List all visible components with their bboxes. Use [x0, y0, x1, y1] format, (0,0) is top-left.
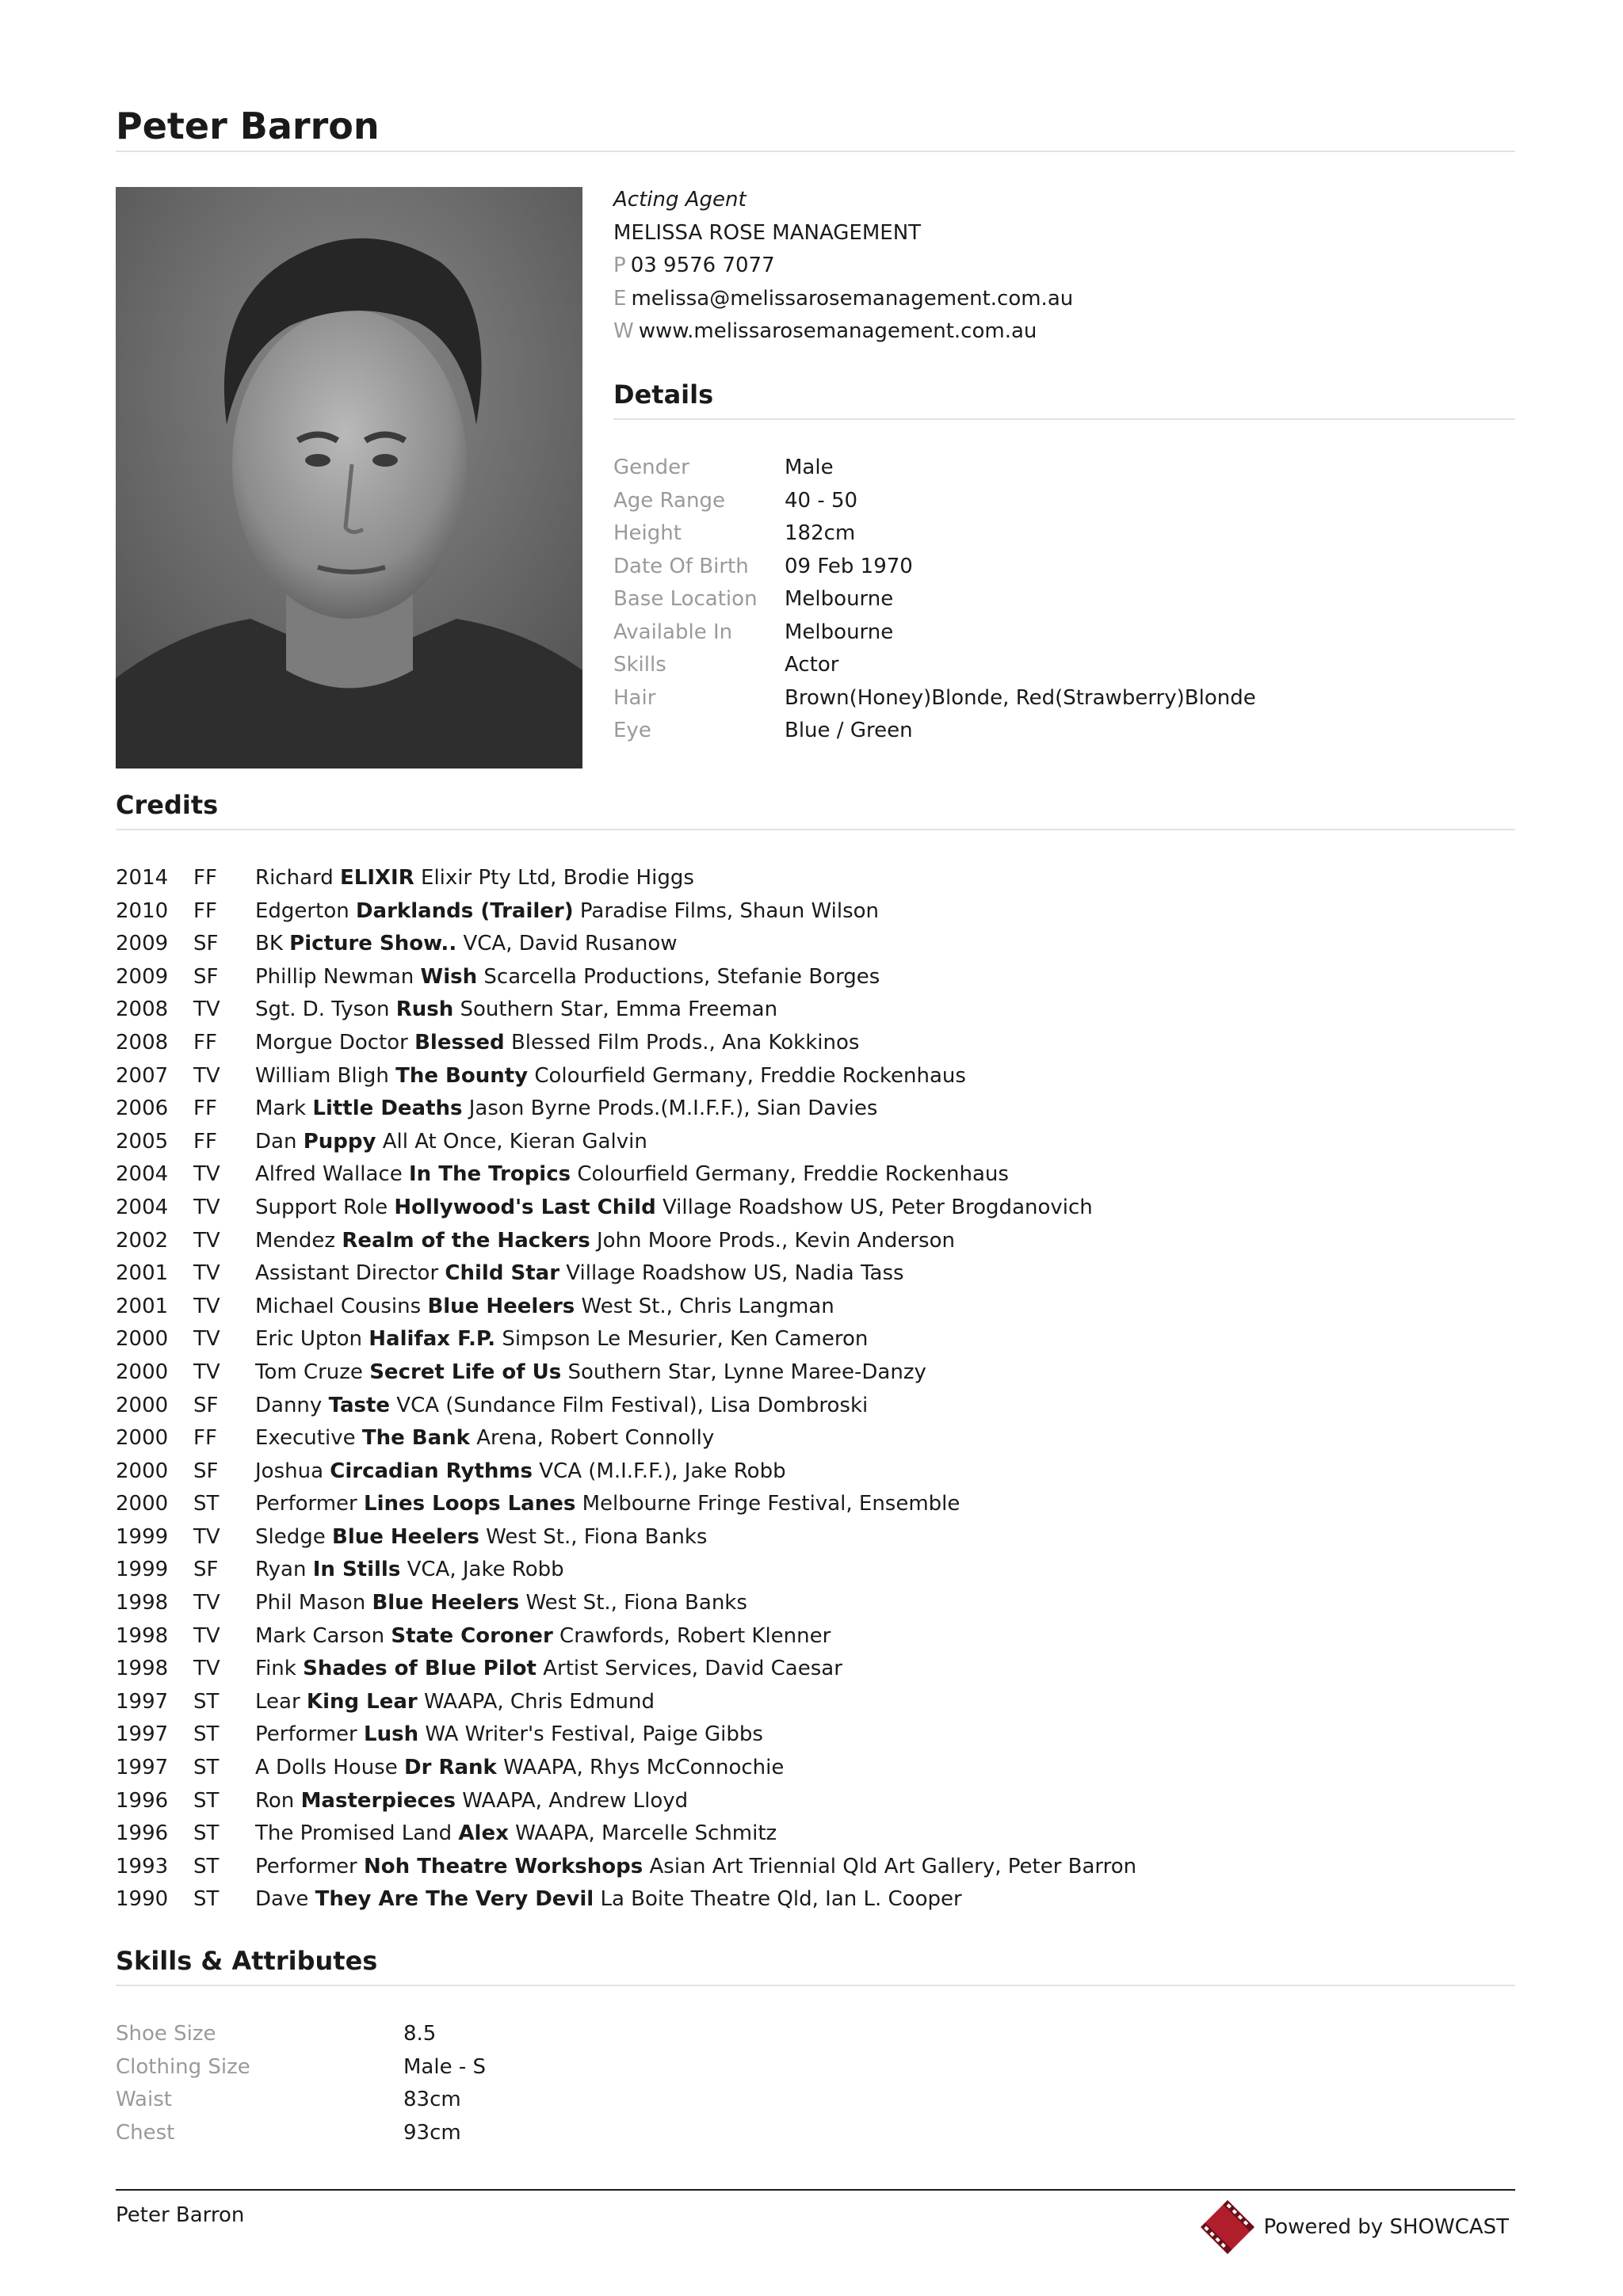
credit-year: 1997	[116, 1756, 169, 1780]
credit-year: 1997	[116, 1689, 169, 1714]
credit-role: Tom Cruze	[255, 1360, 363, 1384]
credit-row	[116, 1620, 1136, 1653]
credit-info: Melbourne Fringe Festival, Ensemble	[582, 1492, 960, 1516]
agent-phone[interactable]: 03 9576 7077	[630, 254, 775, 277]
detail-row: Hair Brown(Honey)Blonde, Red(Strawberry)Blonde	[613, 685, 1256, 710]
credit-info: John Moore Prods., Kevin Anderson	[596, 1228, 955, 1253]
credit-title: Blue Heelers	[332, 1524, 479, 1549]
credit-info: Asian Art Triennial Qld Art Gallery, Peter Barron	[649, 1854, 1137, 1878]
credit-role: Sledge	[255, 1524, 326, 1549]
credit-year: 1996	[116, 1788, 169, 1813]
credit-role: Mendez	[255, 1228, 336, 1253]
credit-type: TV	[193, 1294, 220, 1318]
credit-year: 2000	[116, 1492, 169, 1516]
email-prefix: E	[613, 286, 627, 311]
credit-type: ST	[193, 1722, 220, 1747]
credit-role: Morgue Doctor	[255, 1030, 408, 1055]
credit-role: Executive	[255, 1426, 356, 1451]
credit-info: Arena, Robert Connolly	[476, 1426, 715, 1451]
credit-year: 2000	[116, 1459, 169, 1483]
credit-info: VCA (M.I.F.F.), Jake Robb	[539, 1459, 786, 1483]
credit-row	[116, 1554, 1136, 1587]
agent-role: Acting Agent	[613, 188, 747, 212]
credit-info: Village Roadshow US, Peter Brogdanovich	[662, 1195, 1093, 1219]
credit-row	[116, 1356, 1136, 1390]
credit-row	[116, 1883, 1136, 1917]
credit-info: Scarcella Productions, Stefanie Borges	[483, 964, 880, 989]
profile-page	[116, 0, 1515, 2296]
phone-prefix: P	[613, 254, 626, 277]
credit-year: 2002	[116, 1228, 169, 1253]
credit-type: FF	[193, 1030, 217, 1055]
credit-year: 1999	[116, 1524, 169, 1549]
credit-year: 2008	[116, 997, 169, 1022]
credits-heading: Credits	[116, 790, 219, 820]
credit-role: Ryan	[255, 1558, 307, 1582]
credit-role: Assistant Director	[255, 1261, 439, 1286]
credit-role: The Promised Land	[255, 1821, 453, 1846]
credit-row	[116, 1653, 1136, 1686]
credit-info: Artist Services, David Caesar	[543, 1657, 842, 1681]
attribute-row: Shoe Size 8.5	[116, 2022, 437, 2046]
credit-year: 2007	[116, 1063, 169, 1088]
credit-title: Rush	[395, 997, 454, 1022]
credit-type: FF	[193, 898, 217, 923]
credit-title: Noh Theatre Workshops	[364, 1854, 643, 1878]
credit-type: TV	[193, 997, 220, 1022]
credit-title: In The Tropics	[408, 1162, 571, 1187]
detail-row: Age Range 40 - 50	[613, 488, 858, 513]
credit-role: Support Role	[255, 1195, 388, 1219]
credit-role: Sgt. D. Tyson	[255, 997, 390, 1022]
credit-title: Little Deaths	[312, 1097, 463, 1121]
credit-year: 2000	[116, 1426, 169, 1451]
credit-type: ST	[193, 1788, 220, 1813]
credit-type: ST	[193, 1492, 220, 1516]
credit-year: 2009	[116, 964, 169, 989]
showcast-logo-icon	[1198, 2198, 1257, 2256]
credit-type: ST	[193, 1854, 220, 1878]
credit-title: In Stills	[312, 1558, 401, 1582]
agent-phone-row	[613, 250, 1073, 283]
credit-info: Colourfield Germany, Freddie Rockenhaus	[577, 1162, 1009, 1187]
credit-row	[116, 1158, 1136, 1192]
credit-row	[116, 994, 1136, 1027]
credit-type: SF	[193, 1558, 219, 1582]
credit-role: Dan	[255, 1129, 297, 1154]
credit-role: Danny	[255, 1393, 323, 1417]
credit-type: TV	[193, 1591, 220, 1615]
credit-row	[116, 1093, 1136, 1126]
credit-type: TV	[193, 1195, 220, 1219]
credit-role: Joshua	[255, 1459, 324, 1483]
headshot-photo	[116, 187, 582, 769]
credit-type: FF	[193, 1426, 217, 1451]
attribute-row: Chest 93cm	[116, 2120, 461, 2145]
credit-title: Alex	[458, 1821, 509, 1846]
credit-title: The Bank	[361, 1426, 470, 1451]
powered-by[interactable]	[1198, 2199, 1509, 2255]
credit-info: Southern Star, Emma Freeman	[460, 997, 778, 1022]
credit-year: 1998	[116, 1591, 169, 1615]
credit-year: 2004	[116, 1195, 169, 1219]
credit-role: Performer	[255, 1492, 357, 1516]
credit-role: Dave	[255, 1887, 309, 1912]
credit-title: Lines Loops Lanes	[364, 1492, 576, 1516]
credit-info: WAAPA, Rhys McConnochie	[503, 1756, 785, 1780]
credit-year: 2008	[116, 1030, 169, 1055]
credit-title: Realm of the Hackers	[342, 1228, 590, 1253]
credit-year: 2004	[116, 1162, 169, 1187]
credit-info: All At Once, Kieran Galvin	[382, 1129, 647, 1154]
attribute-row: Clothing Size Male - S	[116, 2054, 486, 2079]
credit-title: Darklands (Trailer)	[355, 898, 574, 923]
credit-info: WAAPA, Andrew Lloyd	[462, 1788, 689, 1813]
credit-year: 1999	[116, 1558, 169, 1582]
credit-row	[116, 1323, 1136, 1356]
detail-row: Available In Melbourne	[613, 620, 894, 644]
credit-year: 2005	[116, 1129, 169, 1154]
credit-title: Wish	[420, 964, 478, 989]
credit-title: ELIXIR	[340, 866, 414, 890]
agent-company: MELISSA ROSE MANAGEMENT	[613, 220, 922, 245]
credit-title: Hollywood's Last Child	[394, 1195, 656, 1219]
credit-type: SF	[193, 1393, 219, 1417]
credit-info: VCA (Sundance Film Festival), Lisa Dombroski	[396, 1393, 869, 1417]
credit-title: Blessed	[414, 1030, 505, 1055]
credit-row	[116, 1455, 1136, 1489]
agent-email-link[interactable]: melissa@melissarosemanagement.com.au	[631, 286, 1074, 311]
credit-year: 1990	[116, 1887, 169, 1912]
credit-title: Puppy	[303, 1129, 376, 1154]
web-prefix: W	[613, 319, 634, 343]
credit-type: TV	[193, 1327, 220, 1352]
credit-row	[116, 1851, 1136, 1884]
agent-email-row	[613, 283, 1073, 316]
credit-type: ST	[193, 1689, 220, 1714]
credit-row	[116, 1192, 1136, 1225]
credit-type: TV	[193, 1228, 220, 1253]
credit-role: Fink	[255, 1657, 296, 1681]
credit-info: Southern Star, Lynne Maree-Danzy	[567, 1360, 926, 1384]
credit-year: 2006	[116, 1097, 169, 1121]
credit-row	[116, 1587, 1136, 1620]
credit-year: 2010	[116, 898, 169, 923]
detail-row: Height 182cm	[613, 521, 856, 545]
credit-type: FF	[193, 866, 217, 890]
details-heading: Details	[613, 379, 714, 410]
agent-contact	[613, 184, 1073, 349]
credit-row	[116, 928, 1136, 961]
detail-row: Gender Male	[613, 456, 834, 479]
credit-row	[116, 1126, 1136, 1159]
attributes-divider	[116, 1985, 1515, 1986]
credit-info: West St., Fiona Banks	[525, 1591, 747, 1615]
powered-by-label: Powered by SHOWCAST	[1263, 2215, 1509, 2239]
credit-title: Picture Show..	[289, 932, 457, 956]
credit-role: A Dolls House	[255, 1756, 398, 1780]
credit-info: West St., Chris Langman	[581, 1294, 834, 1318]
credit-role: Phil Mason	[255, 1591, 366, 1615]
credit-year: 1996	[116, 1821, 169, 1846]
credit-row	[116, 1686, 1136, 1719]
credit-row	[116, 862, 1136, 895]
credits-list	[116, 862, 1136, 1917]
credit-row	[116, 1752, 1136, 1785]
credit-role: BK	[255, 932, 283, 956]
credit-row	[116, 1225, 1136, 1258]
credit-role: Phillip Newman	[255, 964, 414, 989]
credit-row	[116, 961, 1136, 994]
credit-type: TV	[193, 1657, 220, 1681]
title-divider	[116, 151, 1515, 152]
credit-year: 1998	[116, 1657, 169, 1681]
credit-role: Edgerton	[255, 898, 349, 923]
agent-website-link[interactable]: www.melissarosemanagement.com.au	[638, 319, 1037, 343]
credit-title: Taste	[328, 1393, 391, 1417]
credit-title: Circadian Rythms	[330, 1459, 533, 1483]
credit-year: 2014	[116, 866, 169, 890]
credit-info: WAAPA, Marcelle Schmitz	[515, 1821, 777, 1846]
detail-row: Eye Blue / Green	[613, 719, 913, 742]
credit-type: ST	[193, 1756, 220, 1780]
credit-info: Crawfords, Robert Klenner	[559, 1623, 831, 1648]
credit-role: William Bligh	[255, 1063, 389, 1088]
credit-type: ST	[193, 1887, 220, 1912]
attributes-heading: Skills & Attributes	[116, 1946, 378, 1976]
credit-info: Simpson Le Mesurier, Ken Cameron	[502, 1327, 869, 1352]
credit-info: Blessed Film Prods., Ana Kokkinos	[510, 1030, 860, 1055]
footer-divider	[116, 2189, 1515, 2191]
credit-role: Mark	[255, 1097, 307, 1121]
credit-info: La Boite Theatre Qld, Ian L. Cooper	[600, 1887, 962, 1912]
credit-title: Secret Life of Us	[369, 1360, 562, 1384]
credit-row	[116, 1422, 1136, 1455]
credit-title: Child Star	[445, 1261, 560, 1286]
credit-type: TV	[193, 1623, 220, 1648]
credit-role: Mark Carson	[255, 1623, 385, 1648]
credit-type: FF	[193, 1129, 217, 1154]
credit-year: 2000	[116, 1327, 169, 1352]
credit-year: 2001	[116, 1261, 169, 1286]
credit-title: Halifax F.P.	[369, 1327, 496, 1352]
credit-title: Blue Heelers	[427, 1294, 575, 1318]
credit-role: Richard	[255, 866, 334, 890]
attributes-list	[116, 2018, 486, 2149]
details-divider	[613, 418, 1515, 420]
credit-year: 1997	[116, 1722, 169, 1747]
credit-title: King Lear	[306, 1689, 418, 1714]
credit-type: TV	[193, 1261, 220, 1286]
page-title: Peter Barron	[116, 105, 380, 147]
credit-year: 1993	[116, 1854, 169, 1878]
credit-row	[116, 1060, 1136, 1093]
detail-row: Date Of Birth 09 Feb 1970	[613, 554, 913, 578]
credit-info: Jason Byrne Prods.(M.I.F.F.), Sian Davies	[468, 1097, 878, 1121]
credit-title: Shades of Blue Pilot	[303, 1657, 537, 1681]
credit-type: SF	[193, 964, 219, 989]
credit-type: TV	[193, 1360, 220, 1384]
credit-type: SF	[193, 1459, 219, 1483]
credits-divider	[116, 829, 1515, 830]
credit-role: Performer	[255, 1722, 357, 1747]
credit-year: 2009	[116, 932, 169, 956]
credit-type: TV	[193, 1524, 220, 1549]
credit-row	[116, 1521, 1136, 1554]
credit-title: Blue Heelers	[372, 1591, 520, 1615]
credit-title: They Are The Very Devil	[315, 1887, 594, 1912]
credit-type: TV	[193, 1063, 220, 1088]
credit-row	[116, 1488, 1136, 1521]
credit-year: 2000	[116, 1360, 169, 1384]
credit-title: Lush	[364, 1722, 419, 1747]
credit-role: Alfred Wallace	[255, 1162, 403, 1187]
credit-info: VCA, David Rusanow	[463, 932, 678, 956]
credit-type: TV	[193, 1162, 220, 1187]
credit-role: Eric Upton	[255, 1327, 363, 1352]
credit-info: Colourfield Germany, Freddie Rockenhaus	[534, 1063, 966, 1088]
credit-title: Dr Rank	[403, 1756, 497, 1780]
footer-name: Peter Barron	[116, 2203, 245, 2227]
credit-info: Village Roadshow US, Nadia Tass	[566, 1261, 904, 1286]
credit-row	[116, 1817, 1136, 1851]
detail-row: Skills Actor	[613, 653, 839, 677]
credit-row	[116, 1257, 1136, 1291]
credit-role: Lear	[255, 1689, 300, 1714]
credit-row	[116, 1785, 1136, 1818]
credit-type: ST	[193, 1821, 220, 1846]
credit-role: Michael Cousins	[255, 1294, 422, 1318]
credit-year: 1998	[116, 1623, 169, 1648]
credit-row	[116, 1718, 1136, 1752]
credit-info: West St., Fiona Banks	[486, 1524, 708, 1549]
credit-row	[116, 1027, 1136, 1060]
agent-web-row	[613, 315, 1073, 349]
credit-info: Elixir Pty Ltd, Brodie Higgs	[421, 866, 694, 890]
detail-row: Base Location Melbourne	[613, 587, 894, 611]
credit-type: FF	[193, 1097, 217, 1121]
credit-title: Masterpieces	[300, 1788, 456, 1813]
credit-info: WAAPA, Chris Edmund	[424, 1689, 655, 1714]
credit-row	[116, 1291, 1136, 1324]
credit-year: 2000	[116, 1393, 169, 1417]
credit-title: State Coroner	[391, 1623, 553, 1648]
credit-type: SF	[193, 932, 219, 956]
credit-role: Ron	[255, 1788, 295, 1813]
credit-info: Paradise Films, Shaun Wilson	[579, 898, 880, 923]
attribute-row: Waist 83cm	[116, 2088, 461, 2111]
credit-title: The Bounty	[395, 1063, 529, 1088]
credit-info: WA Writer's Festival, Paige Gibbs	[425, 1722, 763, 1747]
credit-row	[116, 895, 1136, 929]
credit-role: Performer	[255, 1854, 357, 1878]
details-list	[613, 452, 1256, 748]
credit-info: VCA, Jake Robb	[407, 1558, 564, 1582]
credit-row	[116, 1390, 1136, 1423]
credit-year: 2001	[116, 1294, 169, 1318]
